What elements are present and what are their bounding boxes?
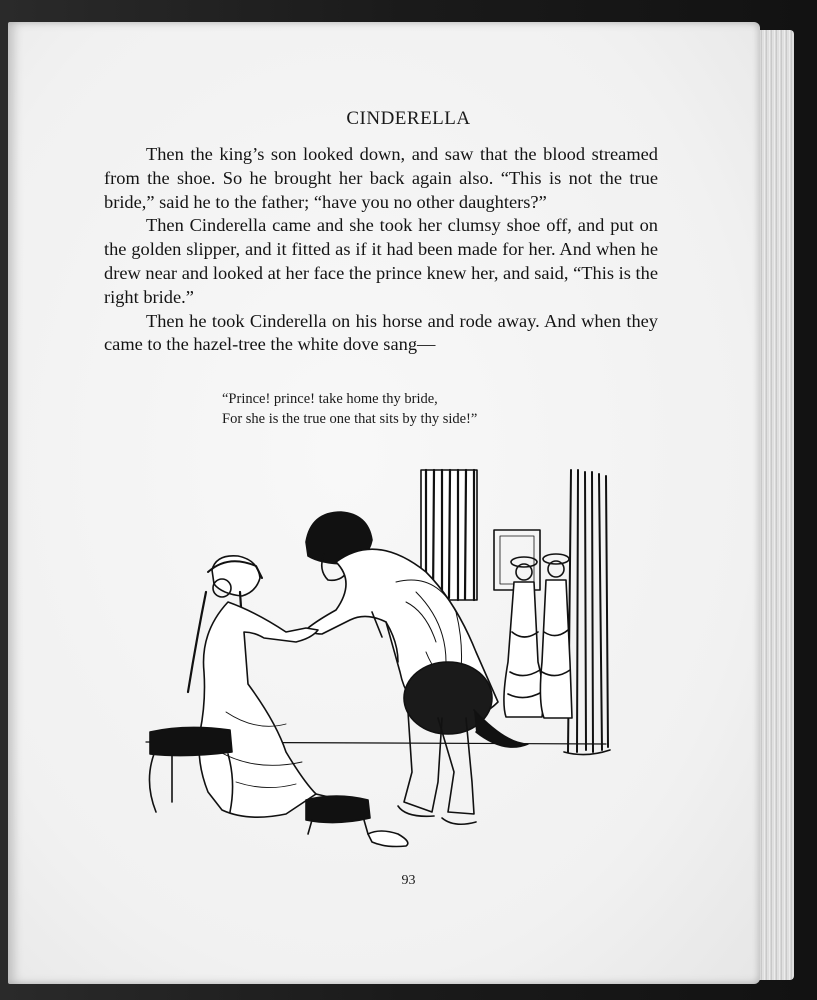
- running-head: CINDERELLA: [346, 108, 471, 129]
- cinderella: [188, 556, 358, 817]
- illustration-prince-and-cinderella: [136, 462, 618, 854]
- onlooking-sisters: [504, 554, 572, 718]
- page-number: 93: [401, 873, 416, 888]
- verse: [222, 389, 622, 429]
- verse-line-2: For she is the true one that sits by thy side!”: [222, 411, 478, 427]
- paragraph-3: Then he took Cinderella on his horse and rode away. And when they came to the hazel-tree the white dove sang—: [104, 310, 658, 355]
- paragraph-2: Then Cinderella came and she took her clumsy shoe off, and put on the golden slipper, and it fitted as if it had been made for her. And when he drew near and looked at her face the prince knew her, and said, “This is the right bride.”: [104, 215, 658, 307]
- verse-line-1: “Prince! prince! take home thy bride,: [222, 391, 438, 407]
- paragraph-1: Then the king’s son looked down, and saw that the blood streamed from the shoe. So he brought her back again also. “This is not the true bride,” said he to the father; “have you no other daughters?”: [104, 144, 658, 212]
- body-text: [104, 143, 658, 357]
